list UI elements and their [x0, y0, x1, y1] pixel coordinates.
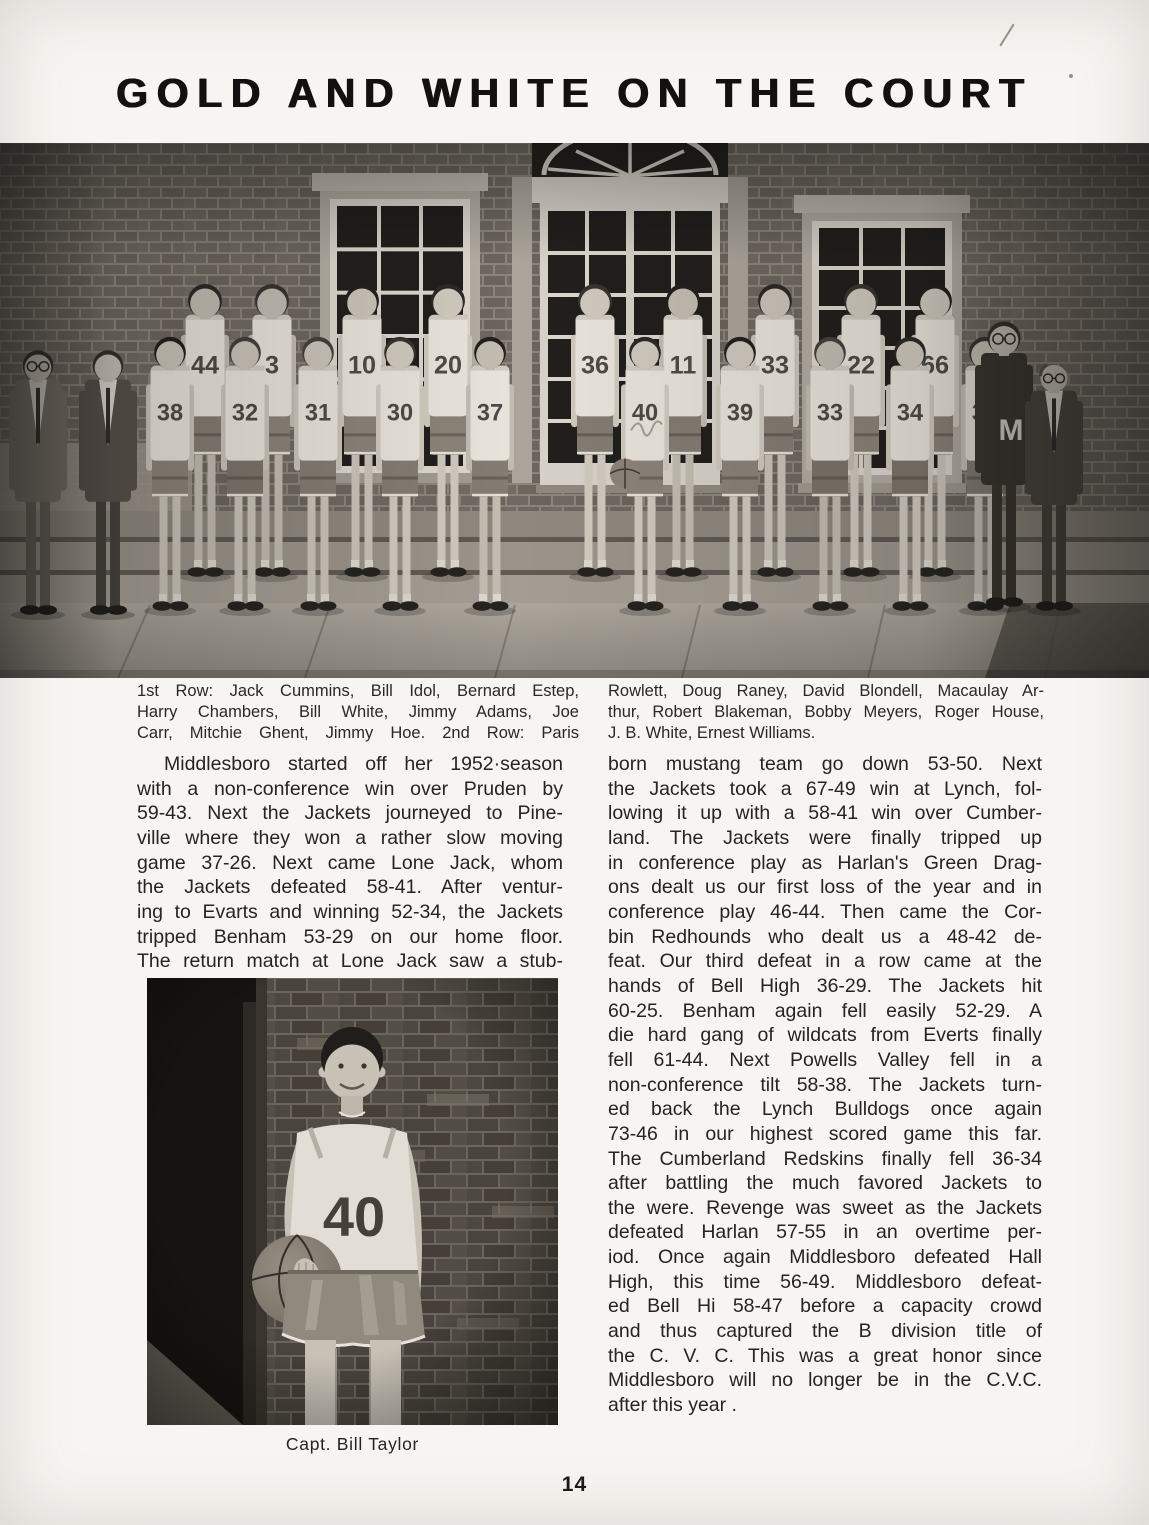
text-line: ed Bell Hi 58-47 before a capacity crowd	[608, 1295, 1042, 1318]
text-line: 60-25. Benham again fell easily 52-29. A	[608, 999, 1042, 1022]
text-line: born mustang team go down 53-50. Next	[608, 753, 1042, 775]
text-line: after battling the much favored Jackets to	[608, 1172, 1042, 1195]
scan-speck	[1069, 74, 1073, 78]
text-line: Middlesboro will no longer be in the C.V.C.	[608, 1369, 1042, 1392]
text-line: tripped Benham 53-29 on our home floor.	[137, 925, 563, 948]
text-line: hands of Bell High 36-29. The Jackets hit	[608, 974, 1042, 997]
text-line: game 37-26. Next came Lone Jack, whom	[137, 851, 563, 874]
text-line: feat. Our third defeat in a row came at the	[608, 950, 1042, 973]
text-line: the were. Revenge was sweet as the Jackets	[608, 1196, 1042, 1219]
text-line: fell 61-44. Next Powells Valley fell in a	[608, 1048, 1042, 1071]
text-line: The Cumberland Redskins finally fell 36-34	[608, 1147, 1042, 1170]
page-number: 14	[561, 1473, 588, 1496]
text-line: in conference play as Harlan's Green Drag-	[608, 851, 1042, 874]
text-line: die hard gang of wildcats from Everts finally	[608, 1024, 1042, 1047]
text-line: lowing it up with a 58-41 win over Cumber-	[608, 802, 1042, 825]
scan-scratch-mark	[999, 23, 1014, 46]
text-line: Rowlett, Doug Raney, David Blondell, Macaulay Ar-	[608, 682, 1044, 700]
text-line: non-conference tilt 58-38. The Jackets turn-	[608, 1073, 1042, 1096]
team-caption-left	[137, 681, 579, 744]
text-line: ed back the Lynch Bulldogs once again	[608, 1098, 1042, 1121]
text-line: and thus captured the B division title of	[608, 1320, 1042, 1343]
text-line: with a non-conference win over Pruden by	[137, 777, 563, 800]
portrait-caption: Capt. Bill Taylor	[285, 1434, 420, 1454]
text-line: the Jackets defeated 58-41. After ventur-	[137, 876, 563, 899]
text-line: ing to Evarts and winning 52-34, the Jackets	[137, 900, 563, 923]
text-line: bin Redhounds who dealt us a 48-42 de-	[608, 925, 1042, 948]
text-line: land. The Jackets were finally tripped up	[608, 826, 1042, 849]
team-photo-illustration	[0, 143, 1149, 678]
text-line: conference play 46-44. Then came the Cor-	[608, 900, 1042, 923]
text-line: The return match at Lone Jack saw a stub-	[137, 950, 563, 973]
article-right-column	[608, 752, 1042, 1418]
text-line: the C. V. C. This was a great honor since	[608, 1344, 1042, 1367]
page-title: GOLD AND WHITE ON THE COURT	[116, 70, 1033, 116]
text-line: Carr, Mitchie Ghent, Jimmy Hoe. 2nd Row: Paris	[137, 724, 579, 742]
portrait-photo-block	[147, 978, 558, 1455]
text-line: iod. Once again Middlesboro defeated Hall	[608, 1246, 1042, 1269]
text-line: 1st Row: Jack Cummins, Bill Idol, Bernard Estep,	[137, 682, 579, 700]
team-photo	[0, 143, 1149, 678]
text-line: J. B. White, Ernest Williams.	[608, 724, 816, 742]
text-line: 73-46 in our highest scored game this far.	[608, 1122, 1042, 1145]
text-line: Harry Chambers, Bill White, Jimmy Adams, Joe	[137, 703, 579, 721]
text-line: 59-43. Next the Jackets journeyed to Pine-	[137, 802, 563, 825]
text-line: Middlesboro started off her 1952·season	[164, 753, 563, 775]
portrait-photo-illustration	[147, 978, 558, 1425]
text-line: defeated Harlan 57-55 in an overtime per-	[608, 1221, 1042, 1244]
team-caption-right	[608, 681, 1044, 744]
article-left-column	[137, 752, 563, 974]
text-line: after this year .	[608, 1394, 737, 1417]
text-line: ville where they won a rather slow moving	[137, 826, 563, 849]
text-line: thur, Robert Blakeman, Bobby Meyers, Roger House,	[608, 703, 1044, 721]
text-line: ons dealt us our first loss of the year and in	[608, 876, 1042, 899]
text-line: High, this time 56-49. Middlesboro defeat-	[608, 1270, 1042, 1293]
text-line: the Jackets took a 67-49 win at Lynch, fol-	[608, 777, 1042, 800]
